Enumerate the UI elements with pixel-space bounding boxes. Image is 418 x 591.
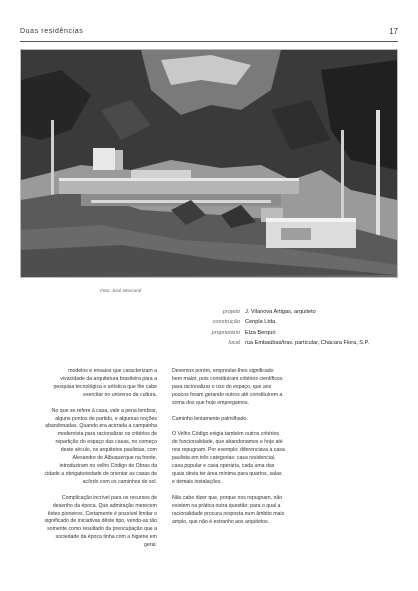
credit-value: Elza Berquó (245, 329, 276, 336)
paragraph: Não cabe dizer que, porque nos repugnam, não existem na prática outra questão; para o qual a racionalidade procura resposta num âmbito mais amplo, que não é estranho aos arquitetos. (172, 494, 285, 525)
paragraph: Devemos porém, emprestar-lhes significado bem maior, pois constituíram critérios científicos para racionalizar o uso do espaço, que aos poucos foram gerando outros até constituírem a soma dos que hoje empregamos. (172, 368, 283, 406)
header-rule (20, 41, 398, 42)
paragraph: No que se refere à casa, vale a pena lembrar, alguns pontos de partido, e algumas noções abandonadas. Quando era acirrada a campanha modernista para racionalizar os critérios de repartição do espaço das casas, no começo deste século, os arquitetos paulistas, com Alexandre de Albuquerque na frente, introduziram no velho Código de Obras da cidade a obrigatoriedade de orientar as casas de acôrdo com os caminhos do sol. (44, 407, 157, 485)
body-column-right (172, 368, 285, 534)
paragraph: modelos e ensaios que caracterizam a vivacidade da arquitetura brasileira para a pesquisa tecnológica e artística que lhe cabe exercitar no universo da cultura. (53, 368, 157, 398)
paragraph: O Velho Código exigia também outros critérios de funcionalidade, que abandonamos e hoje até nos repugnam. Por exemplo: diferenciava a casa paulista em três categorias: casa residencial, casa popular e casa operária, cada uma das quais devia ter área mínima para quartos, salas e demais instalações. (172, 431, 285, 485)
photo-caption: Foto: José Moscardi (100, 288, 142, 293)
credit-label: construção (212, 319, 240, 326)
credit-row (200, 338, 400, 348)
body-column-left (44, 368, 157, 558)
paragraph: Complicação incrível para os recursos de desenho da época. Que admiração merecem êstes pioneiros. Certamente é possível limitar o significado de iniciativas dêste tipo, vendo-as tão somente como resultado da preocupação que a sociedade da época tinha com a higiene em geral. (44, 494, 157, 549)
credit-value: J. Vilanova Artigas, arquiteto (245, 309, 316, 315)
credit-row (200, 307, 400, 317)
credit-label: proprietário (211, 329, 240, 336)
credit-value: rua Embaúbas/trav. particular, Chácara Flora, S.P. (245, 340, 370, 347)
project-credits (200, 307, 400, 349)
credit-label: projeto (222, 309, 240, 315)
house-photo-image (21, 50, 397, 277)
credit-label: local (228, 340, 240, 347)
page-number: 17 (389, 27, 398, 36)
credit-row (200, 328, 400, 338)
credit-row (200, 317, 400, 327)
running-header: Duas residências (20, 28, 84, 35)
paragraph: Caminho lentamente palmilhado. (172, 415, 248, 422)
credit-value: Cenpla Ltda. (245, 319, 277, 326)
house-photo (20, 49, 398, 278)
